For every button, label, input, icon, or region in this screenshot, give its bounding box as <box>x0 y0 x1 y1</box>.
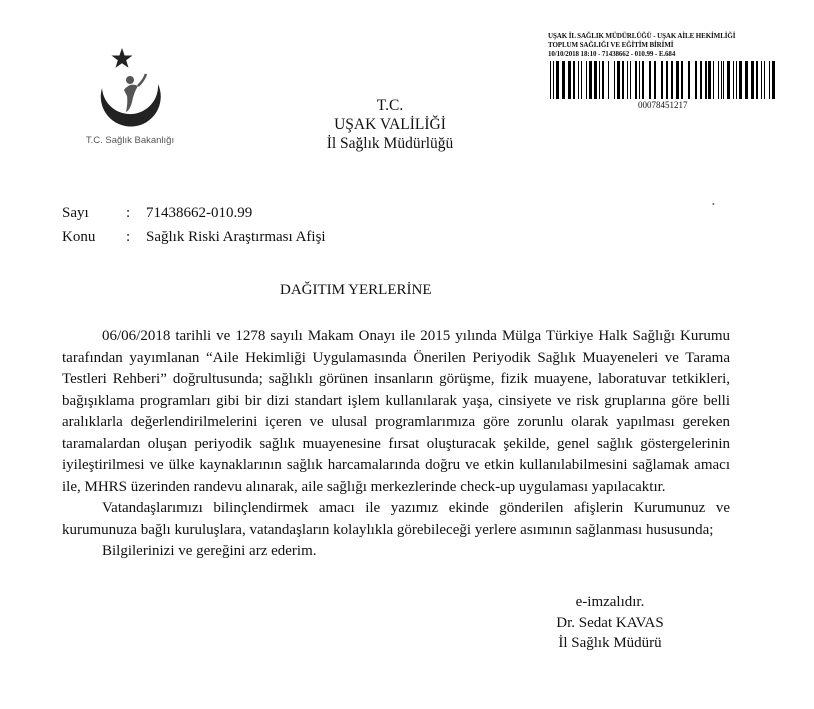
barcode-bar <box>589 61 592 99</box>
barcode-bar <box>642 61 644 99</box>
barcode-bar <box>586 61 587 99</box>
barcode-bar <box>608 61 609 99</box>
sayi-row <box>62 205 252 222</box>
barcode-bar <box>671 61 673 99</box>
sayi-label: Sayı <box>62 205 89 221</box>
body-paragraph-2: Vatandaşlarımızı bilinçlendirmek amacı ile yazımız ekinde gönderilen afişlerin Kurumunuz ve kurumunuza bağlı kuruluşlara, vatandaşların kolaylıkla görebileceği yerlere asımının sağlanması hususunda; <box>62 500 730 538</box>
barcode-stamp <box>548 32 788 110</box>
barcode-bar <box>745 61 748 99</box>
header-line-valilik: UŞAK VALİLİĞİ <box>334 116 446 133</box>
barcode-bar <box>713 61 714 99</box>
barcode-bar <box>649 61 651 99</box>
barcode-bar <box>630 61 631 99</box>
barcode-bar <box>769 61 770 99</box>
barcode-icon <box>548 61 778 99</box>
barcode-bar <box>573 61 575 99</box>
barcode-bar <box>700 61 702 99</box>
body-paragraph-3: Bilgilerinizi ve gereğini arz ederim. <box>102 543 317 559</box>
barcode-bar <box>614 61 615 99</box>
barcode-bar <box>622 61 624 99</box>
barcode-bar <box>695 61 697 99</box>
barcode-bar <box>761 61 762 99</box>
konu-colon: : <box>126 229 131 245</box>
barcode-bar <box>705 61 707 99</box>
barcode-bar <box>764 61 765 99</box>
barcode-bar <box>688 61 690 99</box>
distribution-heading: DAĞITIM YERLERİNE <box>280 282 432 298</box>
barcode-bar <box>708 61 711 99</box>
barcode-bar <box>562 61 565 99</box>
barcode-bar <box>736 61 737 99</box>
scan-speck: • <box>712 200 715 209</box>
barcode-bar <box>599 61 600 99</box>
barcode-bar <box>627 61 628 99</box>
barcode-bar <box>568 61 571 99</box>
logo-caption: T.C. Sağlık Bakanlığı <box>85 135 175 146</box>
barcode-number: 00078451217 <box>638 100 688 110</box>
barcode-bar <box>733 61 734 99</box>
barcode-bar <box>676 61 679 99</box>
ministry-crescent-star-icon <box>80 40 180 140</box>
barcode-bar <box>723 61 724 99</box>
barcode-bar <box>681 61 683 99</box>
header-line-mudurluk: İl Sağlık Müdürlüğü <box>326 135 454 152</box>
barcode-bar <box>739 61 742 99</box>
barcode-bar <box>553 61 554 99</box>
barcode-line-2: TOPLUM SAĞLIĞI VE EĞİTİM BİRİMİ <box>548 41 674 49</box>
barcode-bar <box>756 61 758 99</box>
barcode-bar <box>581 61 582 99</box>
body-paragraph-1: 06/06/2018 tarihli ve 1278 sayılı Makam Onayı ile 2015 yılında Mülga Türkiye Halk Sağlığı Kurumu tarafından yayımlanan “Aile Hekimliği Uygulamasında Önerilen Periyodik Sağlık Muayeneleri ve Tarama Testleri Rehberi” doğrultusunda; sağlıklı görünen insanların görüşme, fizik muayene, laboratuvar tetkikleri, bağışıklama programları gibi bir dizi standart işlem kullanılarak yaşa, cinsiyete ve risk gruplarına göre belli aralıklarla değerlendirilmelerini içeren ve ulusal programlarımıza göre zorunlu olarak yapılması gereken taramalardan oluşan periyodik sağlık muayenesine fırsat oluşturacak şekilde, genel sağlık göstergelerinin iyileştirilmesi ve ülke kaynaklarının sağlık harcamalarında doğru ve etkin kullanılabilmesini sağlamak amacı ile, MHRS üzerinden randevu alınarak, aile sağlığı merkezlerinde check-up uygulaması yapılacaktır. <box>62 328 730 495</box>
barcode-bar <box>666 61 668 99</box>
barcode-bar <box>617 61 620 99</box>
header-line-tc: T.C. <box>376 97 404 114</box>
barcode-bar <box>721 61 722 99</box>
konu-row <box>62 229 326 246</box>
konu-value: Sağlık Riski Araştırması Afişi <box>146 229 326 245</box>
barcode-bar <box>772 61 775 99</box>
signature-e-signed: e-imzalıdır. <box>575 594 645 610</box>
barcode-bar <box>654 61 656 99</box>
barcode-bar <box>556 61 559 99</box>
barcode-line-1: UŞAK İL SAĞLIK MÜDÜRLÜĞÜ - UŞAK AİLE HEKİMLİĞİ <box>548 32 736 40</box>
barcode-bar <box>602 61 604 99</box>
signature-name: Dr. Sedat KAVAS <box>556 614 664 631</box>
barcode-bar <box>718 61 719 99</box>
sayi-value: 71438662-010.99 <box>146 205 253 221</box>
sayi-colon: : <box>126 205 131 221</box>
document-header <box>270 96 510 153</box>
signature-block <box>520 592 700 654</box>
barcode-bar <box>578 61 579 99</box>
signature-title: İl Sağlık Müdürü <box>558 635 662 651</box>
barcode-bar <box>727 61 730 99</box>
barcode-bar <box>751 61 754 99</box>
letter-body <box>62 326 730 563</box>
barcode-line-3: 10/10/2018 18:10 - 71438662 - 010.99 - E.684 <box>548 50 676 58</box>
konu-label: Konu <box>62 229 96 245</box>
barcode-bar <box>639 61 640 99</box>
barcode-bar <box>635 61 637 99</box>
barcode-bar <box>550 61 551 99</box>
barcode-bar <box>661 61 663 99</box>
barcode-bar <box>594 61 597 99</box>
